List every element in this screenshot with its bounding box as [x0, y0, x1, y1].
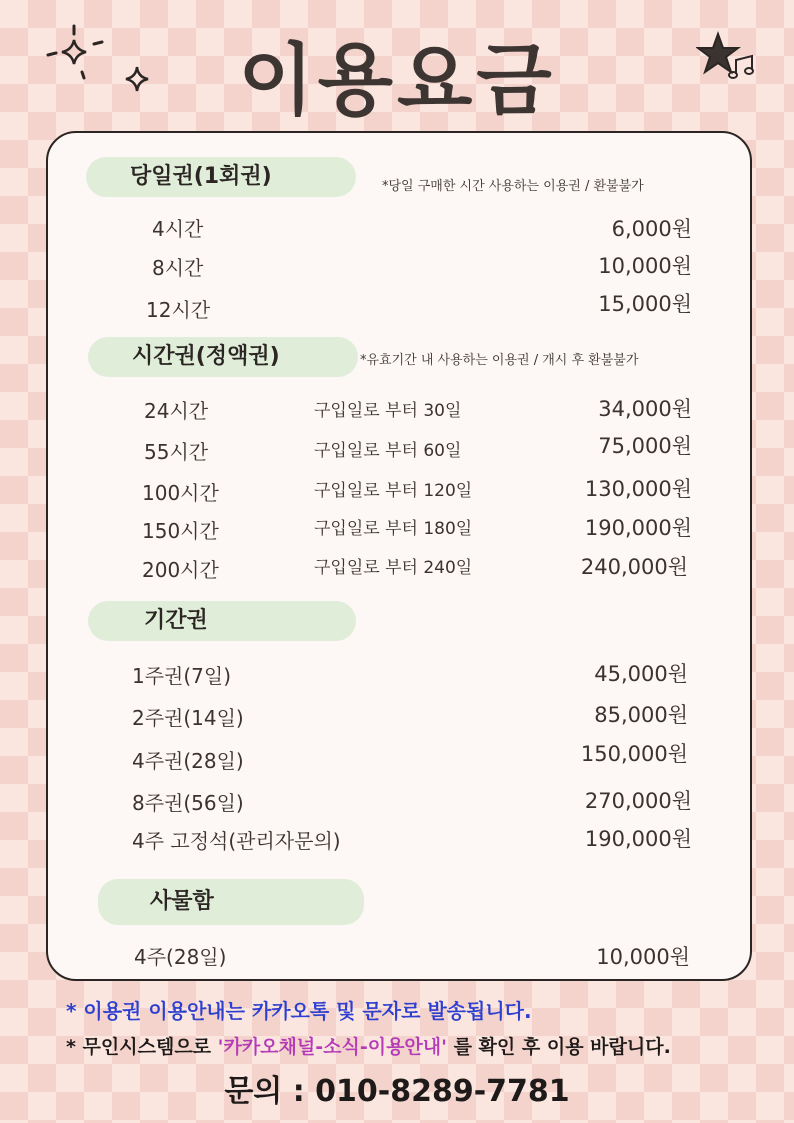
period-row-price: 45,000원: [594, 662, 688, 686]
hourly-row-validity: 구입일로 부터 30일: [314, 401, 462, 421]
hourly-row-validity: 구입일로 부터 240일: [314, 558, 473, 578]
footer-line2-suffix: 를 확인 후 이용 바랍니다.: [446, 1036, 671, 1058]
footer-notice-kakao: * 이용권 이용안내는 카카오톡 및 문자로 발송됩니다.: [66, 999, 532, 1023]
hourly-row-name: 150시간: [142, 519, 219, 543]
period-row-name: 4주 고정석(관리자문의): [132, 829, 341, 853]
period-row-name: 2주권(14일): [132, 706, 244, 730]
period-row-price: 190,000원: [584, 827, 692, 851]
period-row-price: 150,000원: [580, 742, 688, 766]
page-title: 이용요금: [238, 36, 556, 126]
period-row-price: 85,000원: [594, 703, 688, 727]
footer-notice-system: [66, 1032, 671, 1059]
period-row-name: 1주권(7일): [132, 664, 232, 688]
footer-line2-prefix: * 무인시스템으로: [66, 1036, 218, 1058]
section-daily-note: *당일 구매한 시간 사용하는 이용권 / 환불불가: [382, 179, 644, 194]
daily-row-price: 6,000원: [611, 217, 692, 241]
daily-row-name: 4시간: [152, 217, 204, 241]
hourly-row-validity: 구입일로 부터 180일: [314, 519, 473, 539]
hourly-row-name: 200시간: [142, 558, 219, 582]
hourly-row-validity: 구입일로 부터 60일: [314, 441, 462, 461]
hourly-row-price: 240,000원: [580, 555, 688, 579]
period-row-name: 4주권(28일): [132, 749, 244, 773]
section-hourly-pill: 시간권(정액권): [88, 337, 358, 377]
period-row-name: 8주권(56일): [132, 791, 244, 815]
hourly-row-price: 75,000원: [598, 434, 692, 458]
price-card: [46, 131, 752, 981]
hourly-row-name: 55시간: [144, 440, 209, 464]
hourly-row-price: 130,000원: [584, 477, 692, 501]
hourly-row-price: 34,000원: [598, 397, 692, 421]
hourly-row-name: 24시간: [144, 399, 209, 423]
daily-row-price: 10,000원: [598, 254, 692, 278]
section-locker-pill: 사물함: [98, 879, 364, 925]
daily-row-name: 12시간: [146, 298, 211, 322]
section-daily-pill: 당일권(1회권): [86, 157, 356, 197]
footer-line2-highlight: '카카오채널-소식-이용안내': [217, 1036, 447, 1058]
section-period-pill: 기간권: [88, 601, 356, 641]
daily-row-price: 15,000원: [598, 292, 692, 316]
contact-phone: 문의 : 010-8289-7781: [224, 1074, 570, 1109]
locker-row-price: 10,000원: [596, 945, 690, 969]
hourly-row-name: 100시간: [142, 481, 219, 505]
hourly-row-validity: 구입일로 부터 120일: [314, 481, 473, 501]
locker-row-name: 4주(28일): [134, 945, 227, 969]
hourly-row-price: 190,000원: [584, 516, 692, 540]
section-hourly-note: *유효기간 내 사용하는 이용권 / 개시 후 환불불가: [360, 353, 639, 368]
daily-row-name: 8시간: [152, 256, 204, 280]
period-row-price: 270,000원: [584, 789, 692, 813]
